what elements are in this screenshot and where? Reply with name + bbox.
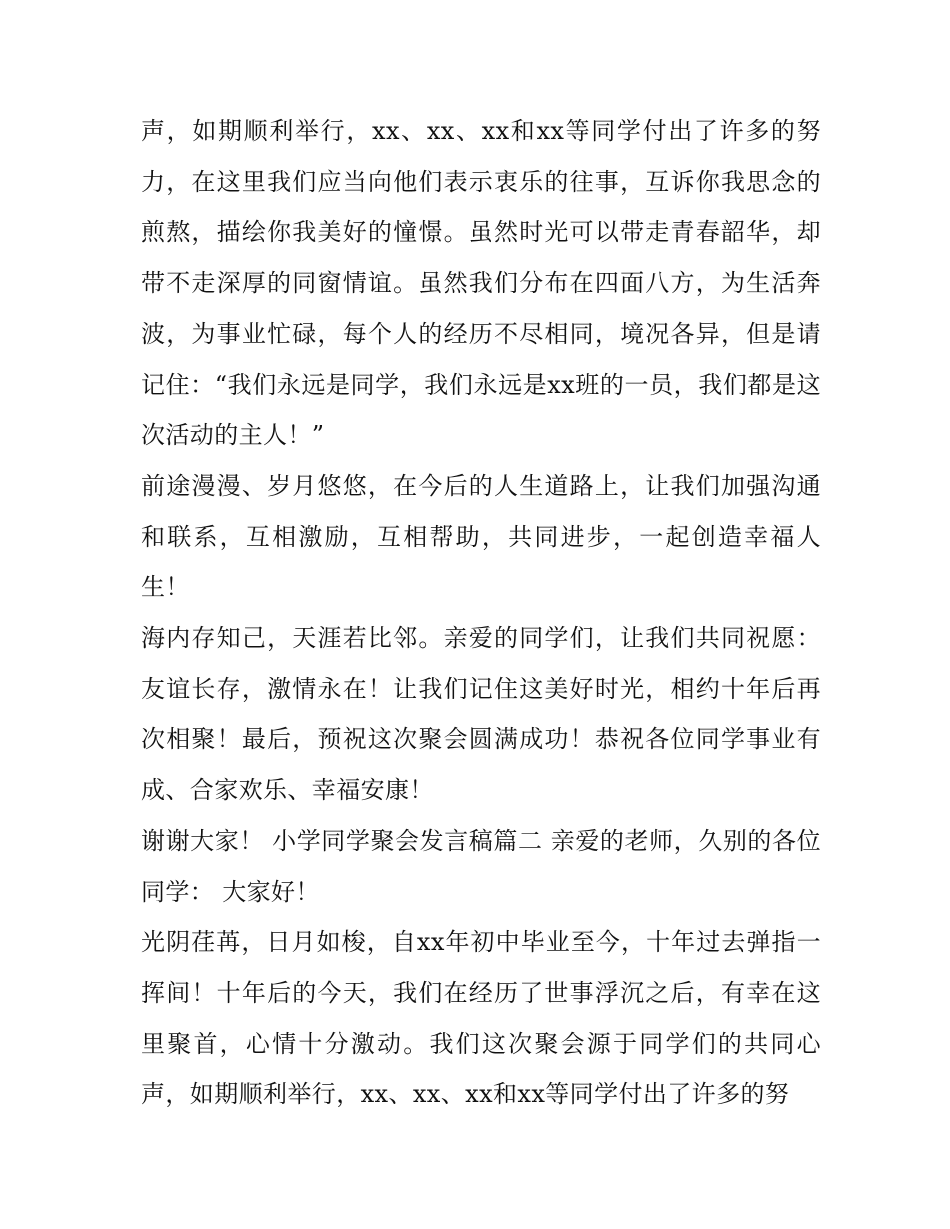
document-body — [141, 106, 821, 1120]
paragraph-5: 光阴荏苒，日月如梭，自xx年初中毕业至今，十年过去弹指一挥间！十年后的今天，我们在经历了世事浮沉之后，有幸在这里聚首，心情十分激动。我们这次聚会源于同学们的共同心声，如期顺利举行，xx、xx、xx和xx等同学付出了许多的努 — [141, 928, 821, 1109]
paragraph-3: 海内存知己，天涯若比邻。亲爱的同学们，让我们共同祝愿：友谊长存，激情永在！让我们记住这美好时光，相约十年后再次相聚！最后，预祝这次聚会圆满成功！恭祝各位同学事业有成、合家欢乐、幸福安康！ — [141, 624, 821, 805]
paragraph-1: 声，如期顺利举行，xx、xx、xx和xx等同学付出了许多的努力，在这里我们应当向他们表示衷乐的往事，互诉你我思念的煎熬，描绘你我美好的憧憬。虽然时光可以带走青春韶华，却带不走深厚的同窗情谊。虽然我们分布在四面八方，为生活奔波，为事业忙碌，每个人的经历不尽相同，境况各异，但是请记住：“我们永远是同学，我们永远是xx班的一员，我们都是这次活动的主人！” — [141, 117, 821, 450]
paragraph-4: 谢谢大家！ 小学同学聚会发言稿篇二 亲爱的老师，久别的各位同学： 大家好！ — [141, 826, 821, 906]
paragraph-2: 前途漫漫、岁月悠悠，在今后的人生道路上，让我们加强沟通和联系，互相激励，互相帮助，共同进步，一起创造幸福人生！ — [141, 471, 821, 602]
